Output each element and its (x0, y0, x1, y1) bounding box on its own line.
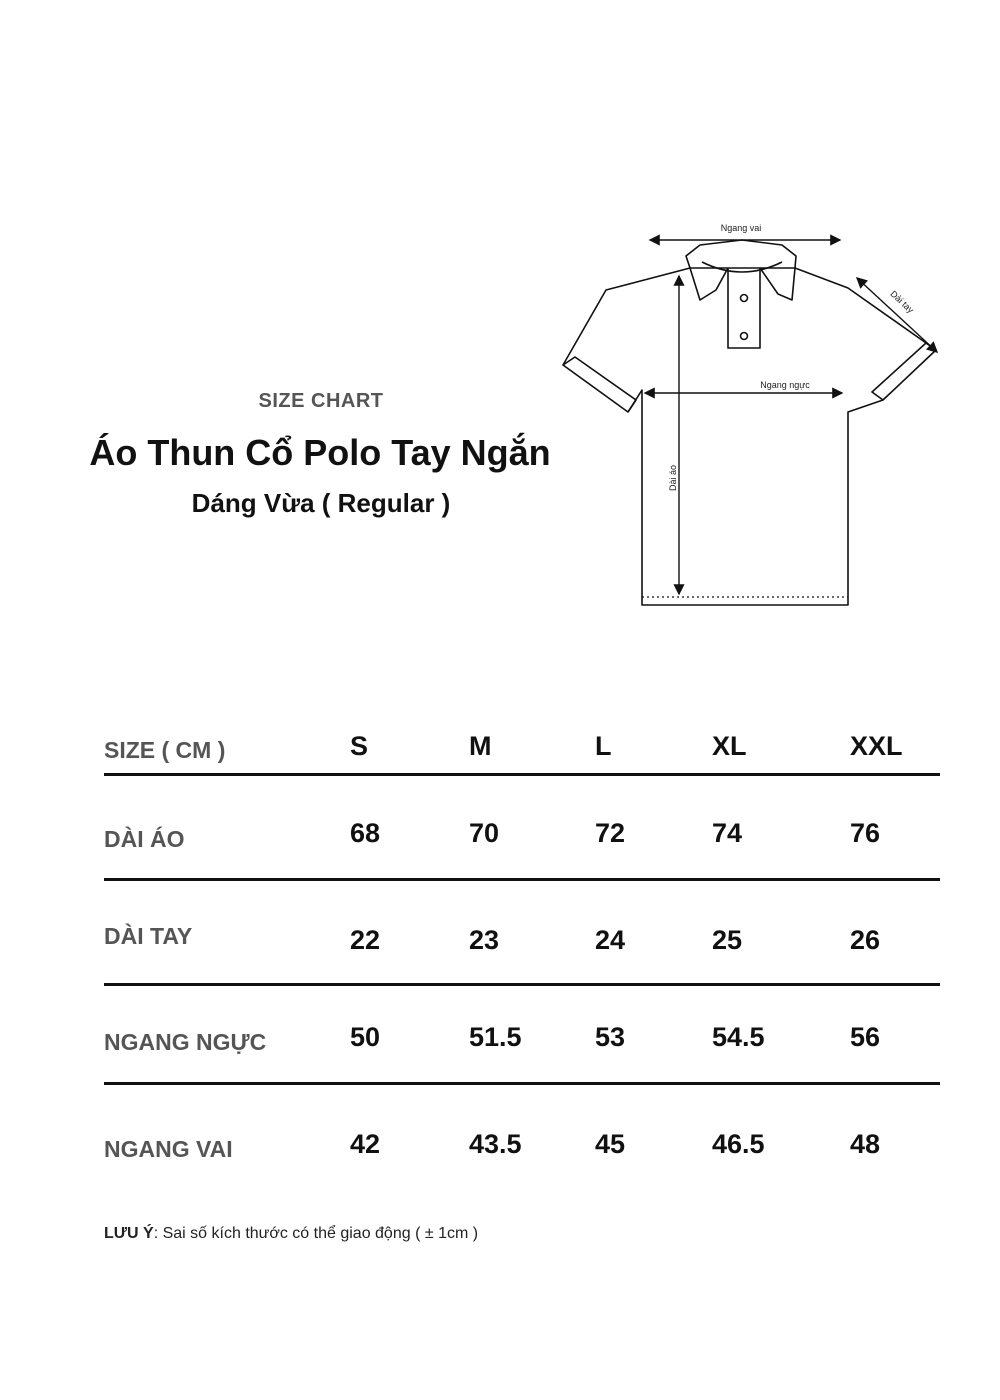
table-cell: 23 (469, 925, 500, 955)
table-cell: 46.5 (712, 1129, 765, 1159)
section-label: SIZE CHART (258, 390, 384, 412)
table-cell: 50 (350, 1022, 381, 1052)
table-cell: 68 (350, 818, 381, 848)
table-cell: 54.5 (712, 1022, 765, 1052)
table-row (104, 776, 940, 881)
table-cell: 76 (850, 818, 881, 848)
polo-shirt-diagram (555, 215, 955, 615)
size-header: M (469, 731, 492, 761)
size-header: L (595, 731, 612, 761)
size-unit-header: SIZE ( CM ) (104, 737, 226, 763)
table-cell: 43.5 (469, 1129, 522, 1159)
page-subtitle: Dáng Vừa ( Regular ) (191, 488, 451, 518)
size-header: XXL (850, 731, 903, 761)
row-label: DÀI ÁO (104, 826, 185, 852)
table-cell: 56 (850, 1022, 881, 1052)
table-cell: 26 (850, 925, 881, 955)
page-title: Áo Thun Cổ Polo Tay Ngắn (89, 432, 551, 473)
table-cell: 24 (595, 925, 626, 955)
table-cell: 48 (850, 1129, 881, 1159)
row-label: NGANG NGỰC (104, 1029, 267, 1055)
table-cell: 51.5 (469, 1022, 522, 1052)
table-cell: 53 (595, 1022, 626, 1052)
table-cell: 22 (350, 925, 381, 955)
table-cell: 42 (350, 1129, 381, 1159)
row-label: DÀI TAY (104, 923, 193, 949)
size-header: S (350, 731, 369, 761)
table-cell: 25 (712, 925, 743, 955)
size-table (104, 722, 940, 1195)
table-header-row (104, 722, 940, 776)
table-cell: 74 (712, 818, 743, 848)
shirt-length-label: Dài áo (668, 464, 678, 492)
size-header: XL (712, 731, 747, 761)
table-cell: 45 (595, 1129, 626, 1159)
table-row (104, 986, 940, 1085)
row-label: NGANG VAI (104, 1136, 233, 1162)
table-cell: 70 (469, 818, 500, 848)
table-cell: 72 (595, 818, 626, 848)
sleeve-length-label: Dài tay (888, 288, 916, 316)
note-prefix: LƯU Ý (104, 1225, 154, 1242)
tolerance-note (104, 1225, 478, 1243)
note-text: : Sai số kích thước có thể giao động ( ± 1cm ) (153, 1225, 479, 1242)
table-row (104, 1085, 940, 1195)
table-row (104, 881, 940, 986)
shoulder-width-label: Ngang vai (720, 223, 762, 233)
chest-width-label: Ngang ngực (760, 380, 810, 390)
